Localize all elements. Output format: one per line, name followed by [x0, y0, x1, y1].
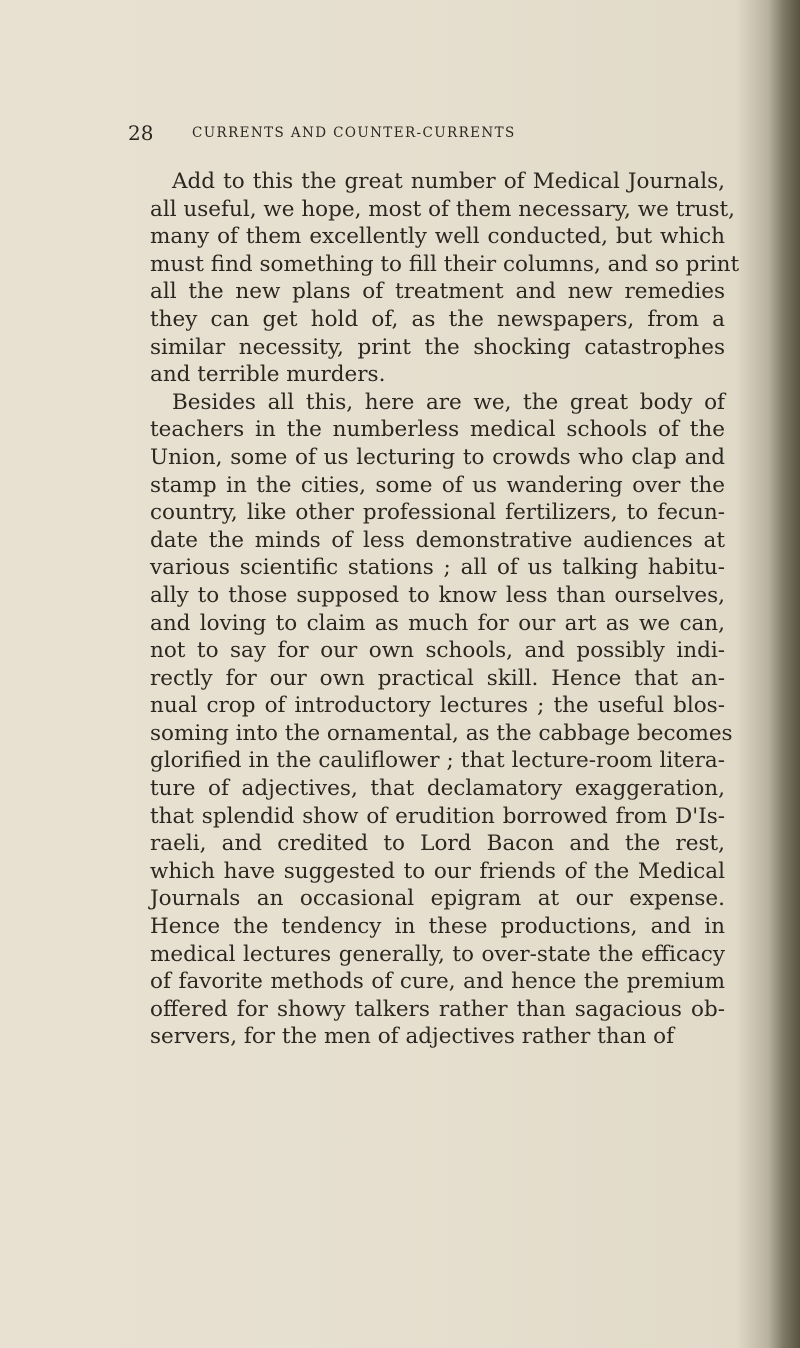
text-line: medical lectures generally, to over-state the efficacy: [150, 941, 725, 967]
text-line: stamp in the cities, some of us wandering over the: [150, 472, 725, 498]
text-line: nual crop of introductory lectures ; the useful blos-: [150, 693, 725, 719]
body-text: [150, 168, 740, 1051]
text-line: soming into the ornamental, as the cabbage becomes: [150, 720, 733, 746]
text-line: raeli, and credited to Lord Bacon and the rest,: [150, 831, 725, 857]
text-line: date the minds of less demonstrative audiences at: [150, 527, 725, 553]
text-line: Hence the tendency in these productions, and in: [150, 914, 725, 940]
text-line: ture of adjectives, that declamatory exaggeration,: [150, 776, 725, 802]
text-line: and loving to claim as much for our art as we can,: [150, 610, 725, 636]
text-line: Union, some of us lecturing to crowds who clap and: [150, 444, 725, 470]
text-line: and terrible murders.: [150, 362, 386, 388]
text-line: country, like other professional fertilizers, to fecun-: [150, 500, 725, 526]
text-line: various scientific stations ; all of us talking habitu-: [150, 555, 725, 581]
text-line: Add to this the great number of Medical Journals,: [172, 169, 725, 194]
text-line: rectly for our own practical skill. Hence that an-: [150, 665, 725, 691]
text-line: all the new plans of treatment and new remedies: [150, 279, 725, 305]
text-line: glorified in the cauliflower ; that lecture-room litera-: [150, 748, 725, 774]
text-line: of favorite methods of cure, and hence the premium: [150, 969, 725, 995]
running-head: [128, 120, 728, 146]
text-line: must find something to fill their columns, and so print: [150, 251, 740, 277]
text-line: many of them excellently well conducted, but which: [150, 224, 725, 250]
text-line: ally to those supposed to know less than ourselves,: [150, 582, 725, 608]
page-number: 28: [128, 121, 154, 145]
text-line: servers, for the men of adjectives rather than of: [150, 1024, 675, 1050]
text-line: all useful, we hope, most of them necessary, we trust,: [150, 196, 735, 222]
running-title: CURRENTS AND COUNTER-CURRENTS: [192, 125, 516, 141]
text-line: Journals an occasional epigram at our expense.: [150, 886, 725, 912]
text-line: that splendid show of erudition borrowed from D'Is-: [150, 803, 725, 829]
text-line: Besides all this, here are we, the great body of: [172, 389, 725, 415]
text-line: teachers in the numberless medical schools of the: [150, 417, 725, 443]
text-line: not to say for our own schools, and possibly indi-: [150, 638, 725, 664]
text-line: which have suggested to our friends of the Medical: [150, 858, 725, 884]
text-line: offered for showy talkers rather than sagacious ob-: [150, 996, 725, 1022]
text-line: similar necessity, print the shocking catastrophes: [150, 334, 725, 360]
text-line: they can get hold of, as the newspapers, from a: [150, 306, 725, 332]
